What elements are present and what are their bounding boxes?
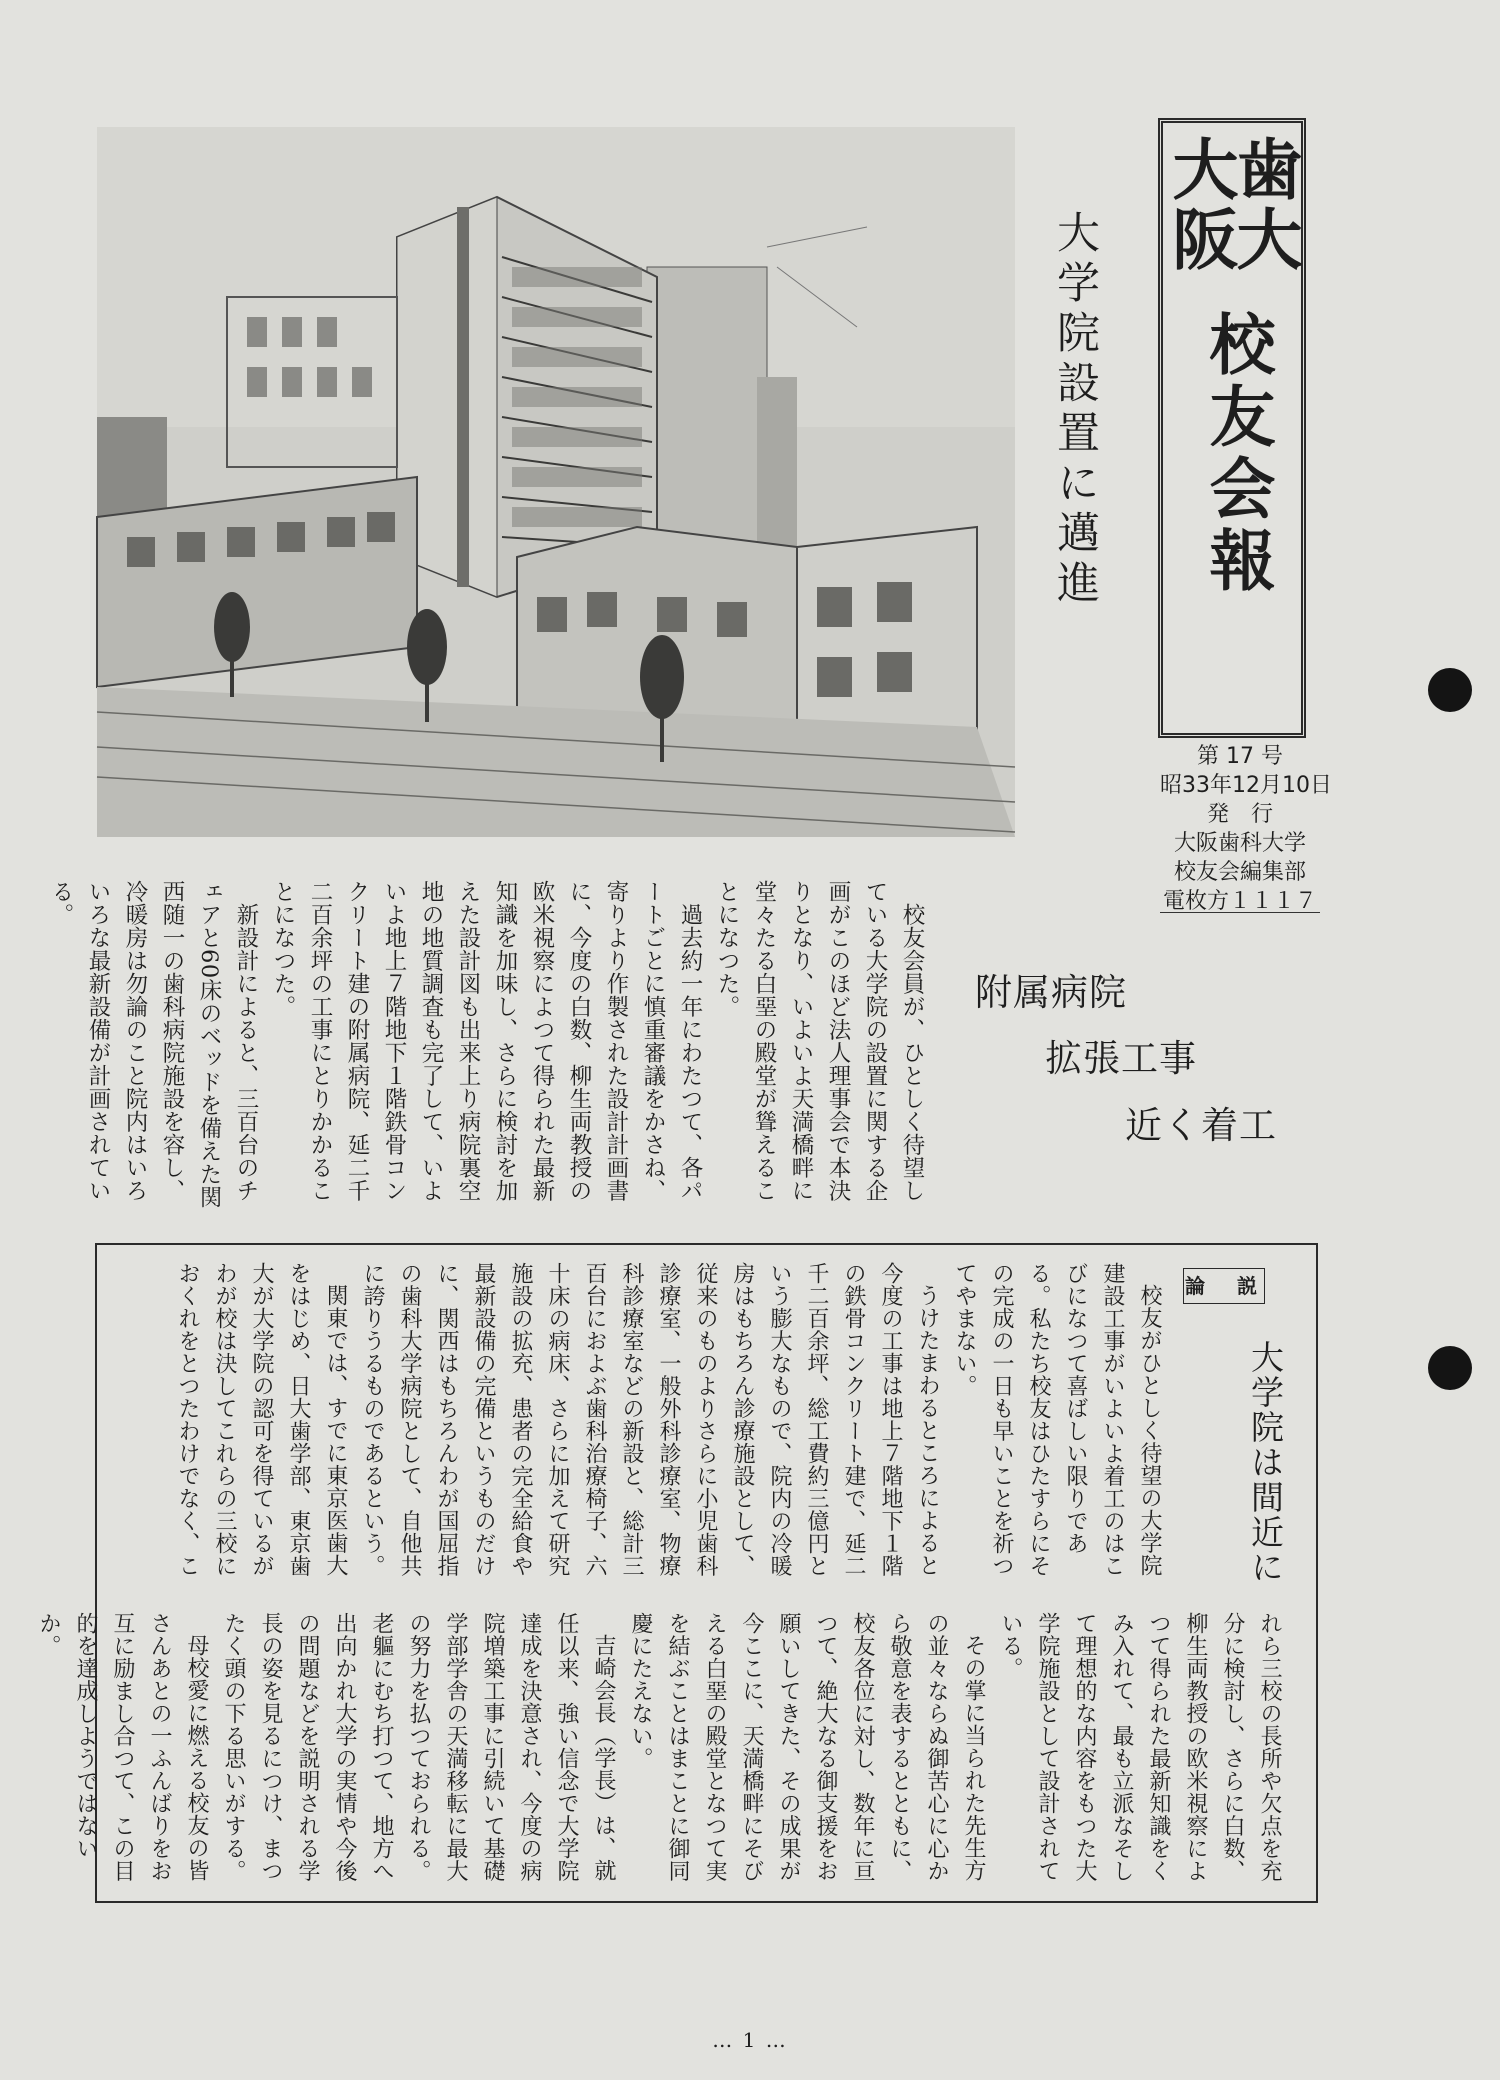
punch-hole — [1428, 1346, 1472, 1390]
building-illustration — [97, 127, 1015, 837]
article-paragraph: 新設計によると、三百台のチェアと60床のベッドを備えた関西随一の歯科病院施設を容し、冷暖房は勿論のこと院内はいろいろな最新設備が計画されている。 — [48, 880, 259, 1209]
issue-publisher-2: 校友会編集部 — [1173, 860, 1306, 885]
editorial-paragraph: うけたまわるところによると今度の工事は地上７階地下１階の鉄骨コンクリート建で、延二千二百余坪、総工費約三億円という膨大なもので、院内の冷暖房はもちろん診療施設として、従来のものよりさらに小児歯科診療室、一般外科診療室、物療科診療室などの新設と、総計三百台におよぶ歯科治療椅子、六十床の病床、さらに加えて研究施設の拡充、患者の完全給食や最新設備の完備というものだけに、関西はもちろんわが国屈指の歯科大学病院として、自他共に誇りうるものであるという。 — [360, 1262, 940, 1577]
issue-published: 発 行 — [1206, 802, 1273, 827]
issue-phone: 電枚方１１１７ — [1162, 889, 1317, 914]
headline-hospital-line-2: 拡張工事 — [1045, 1037, 1197, 1080]
masthead-line-1: 大阪 — [1161, 135, 1239, 275]
editorial-paragraph: その掌に当られた先生方の並々ならぬ御苦心に心から敬意を表するとともに、校友各位に対し、数年に亘つて、絶大なる御支援をお願いしてきた、その成果が今ここに、天満橋畔にそびえる白堊の殿堂となつて実を結ぶことはまことに御同慶にたえない。 — [628, 1612, 986, 1882]
editorial-label: 論 説 — [1183, 1268, 1265, 1304]
editorial-title: 大学院は間近に — [1246, 1340, 1285, 1585]
issue-publisher-1: 大阪歯科大学 — [1173, 831, 1306, 856]
editorial-paragraph: 校友がひとしく待望の大学院建設工事がいよいよ着工のはこびになつて喜ばしい限りである。私たち校友はひたすらにその完成の一日も早いことを祈つてやまない。 — [952, 1262, 1162, 1577]
headline-hospital-line-3: 近く着工 — [1125, 1104, 1277, 1147]
article-hospital-expansion — [48, 880, 930, 1220]
editorial-paragraph: 関東では、すでに東京医歯大をはじめ、日大歯学部、東京歯大が大学院の認可を得ているがわが校は決してこれらの三校におくれをとつたわけでなく、こ — [175, 1262, 348, 1577]
article-paragraph: 校友会員が、ひとしく待望している大学院の設置に関する企画がこのほど法人理事会で本決りとなり、いよいよ天満橋畔に堂々たる白堊の殿堂が聳えることになつた。 — [714, 880, 925, 1202]
editorial-paragraph: 母校愛に燃える校友の皆さんあとの一ふんばりをお互に励まし合つて、この目的を達成しようではないか。 — [36, 1612, 209, 1882]
headline-graduate-school: 大学院設置に邁進 — [1050, 210, 1100, 610]
issue-info — [1160, 742, 1332, 916]
issue-info-rule — [1160, 912, 1320, 913]
issue-number: 第 17 号 — [1197, 744, 1283, 769]
article-paragraph: 過去約一年にわたつて、各パートごとに慎重審議をかさね、寄りより作製された設計計画書に、今度の白数、柳生両教授の欧米視察によつて得られた最新知識を加味し、さらに検討を加えた設計図も出来上り病院裏空地の地質調査も完了して、いよいよ地上７階地下１階鉄骨コンクリート建の附属病院、延二千二百余坪の工事にとりかかることになつた。 — [270, 880, 703, 1202]
issue-date: 昭33年12月10日 — [1160, 773, 1332, 798]
editorial-body-upper — [118, 1262, 1168, 1587]
punch-hole — [1428, 668, 1472, 712]
headline-hospital-line-1: 附属病院 — [975, 971, 1127, 1014]
masthead-line-2: 歯大 — [1225, 135, 1303, 275]
page-number: … 1 … — [712, 2028, 788, 2052]
editorial-paragraph: 吉崎会長（学長）は、就任以来、強い信念で大学院達成を決意され、今度の病院増築工事に引続いて基礎学部学舎の天満移転に最大の努力を払つておられる。老軀にむち打つて、地方へ出向かれ大学の実情や今後の問題などを説明される学長の姿を見るにつけ、まつたく頭の下る思いがする。 — [221, 1612, 616, 1882]
building-drawing — [97, 127, 1015, 837]
editorial-paragraph: れら三校の長所や欠点を充分に検討し、さらに白数、柳生両教授の欧米視察によつて得られた最新知識をくみ入れて、最も立派なそして理想的な内容をもつた大学院施設として設計されている。 — [998, 1612, 1282, 1882]
editorial-body-lower — [36, 1612, 1288, 1892]
masthead-line-3: 校友会報 — [1198, 310, 1276, 598]
